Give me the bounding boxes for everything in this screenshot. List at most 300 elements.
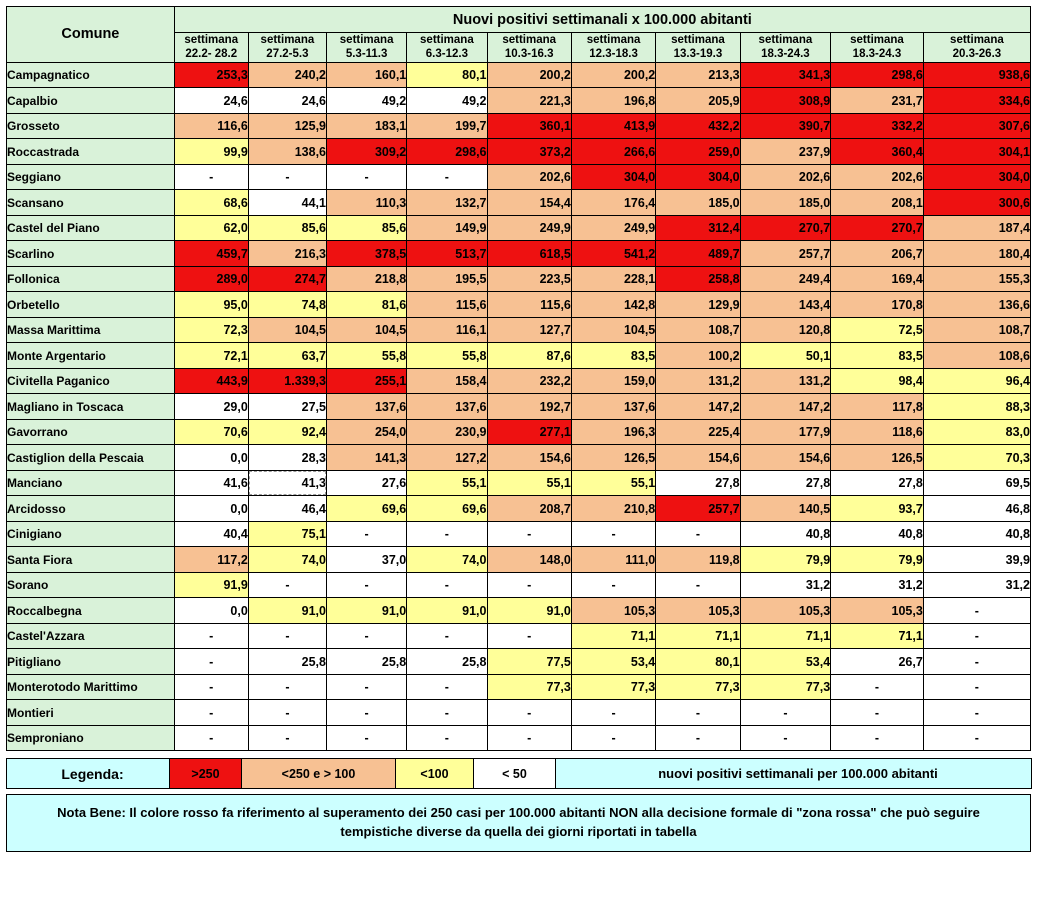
cell-value: 390,7	[740, 113, 831, 139]
header-week-0-line2: 22.2- 28.2	[185, 48, 238, 61]
cell-value: 119,8	[656, 547, 740, 573]
cell-value: 195,5	[407, 266, 487, 292]
cell-value: 93,7	[831, 496, 924, 522]
cell-value: 63,7	[248, 343, 326, 369]
cell-value: 132,7	[407, 190, 487, 216]
cell-value: 55,8	[407, 343, 487, 369]
legend-table	[6, 758, 1032, 789]
cell-value: 218,8	[327, 266, 407, 292]
table-row	[7, 215, 1031, 241]
row-comune-name: Massa Marittima	[7, 317, 175, 343]
cell-value: -	[174, 674, 248, 700]
cell-value: 108,6	[923, 343, 1030, 369]
cell-value: 136,6	[923, 292, 1030, 318]
cell-value: 83,0	[923, 419, 1030, 445]
cell-value: 71,1	[656, 623, 740, 649]
table-row	[7, 572, 1031, 598]
cell-value: 40,8	[923, 521, 1030, 547]
cell-value: 74,0	[248, 547, 326, 573]
cell-value: 77,3	[487, 674, 571, 700]
row-comune-name: Cinigiano	[7, 521, 175, 547]
cell-value: 77,3	[740, 674, 831, 700]
cell-value: 85,6	[248, 215, 326, 241]
header-week-1-line2: 27.2-5.3	[266, 48, 309, 61]
table-row	[7, 725, 1031, 751]
cell-value: -	[407, 164, 487, 190]
row-comune-name: Magliano in Toscaca	[7, 394, 175, 420]
cell-value: 199,7	[407, 113, 487, 139]
cell-value: 228,1	[571, 266, 655, 292]
cell-value: 87,6	[487, 343, 571, 369]
header-week-2-line1: settimana	[339, 34, 394, 46]
cell-value: 27,8	[831, 470, 924, 496]
cell-value: 254,0	[327, 419, 407, 445]
cell-value: -	[248, 572, 326, 598]
cell-value: 55,8	[327, 343, 407, 369]
cell-value: 137,6	[407, 394, 487, 420]
cell-value: 117,8	[831, 394, 924, 420]
cell-value: 25,8	[327, 649, 407, 675]
cell-value: -	[571, 572, 655, 598]
cell-value: 131,2	[656, 368, 740, 394]
cell-value: 154,6	[487, 445, 571, 471]
cell-value: -	[831, 674, 924, 700]
row-comune-name: Castel'Azzara	[7, 623, 175, 649]
row-comune-name: Santa Fiora	[7, 547, 175, 573]
cell-value: -	[923, 725, 1030, 751]
cell-value: 117,2	[174, 547, 248, 573]
cell-value: 69,5	[923, 470, 1030, 496]
row-comune-name: Seggiano	[7, 164, 175, 190]
cell-value: 237,9	[740, 139, 831, 165]
cell-value: -	[407, 674, 487, 700]
cell-value: 541,2	[571, 241, 655, 267]
cell-value: 230,9	[407, 419, 487, 445]
table-row	[7, 470, 1031, 496]
table-row	[7, 394, 1031, 420]
cell-value: 29,0	[174, 394, 248, 420]
cell-value: 91,0	[327, 598, 407, 624]
cell-value: 142,8	[571, 292, 655, 318]
cell-value: 143,4	[740, 292, 831, 318]
cell-value: -	[923, 674, 1030, 700]
cell-value: 40,8	[740, 521, 831, 547]
header-week-2	[327, 33, 407, 63]
cell-value: 53,4	[571, 649, 655, 675]
cell-value: 213,3	[656, 62, 740, 88]
cell-value: 27,5	[248, 394, 326, 420]
cell-value: -	[656, 572, 740, 598]
header-week-5-line1: settimana	[586, 34, 641, 46]
header-week-8-line2: 18.3-24.3	[852, 48, 902, 61]
row-comune-name: Castel del Piano	[7, 215, 175, 241]
cell-value: 49,2	[407, 88, 487, 114]
cell-value: -	[174, 623, 248, 649]
cell-value: 334,6	[923, 88, 1030, 114]
cell-value: 25,8	[248, 649, 326, 675]
cell-value: 208,1	[831, 190, 924, 216]
cell-value: 126,5	[571, 445, 655, 471]
cell-value: 72,5	[831, 317, 924, 343]
cell-value: 202,6	[831, 164, 924, 190]
table-row	[7, 292, 1031, 318]
table-row	[7, 623, 1031, 649]
cell-value: 216,3	[248, 241, 326, 267]
cell-value: 196,8	[571, 88, 655, 114]
cell-value: -	[923, 598, 1030, 624]
cell-value: 413,9	[571, 113, 655, 139]
header-week-3-line2: 6.3-12.3	[425, 48, 468, 61]
cell-value: 148,0	[487, 547, 571, 573]
cell-value: -	[407, 700, 487, 726]
cell-value: 53,4	[740, 649, 831, 675]
header-week-9-line1: settimana	[950, 34, 1004, 46]
cell-value: -	[248, 623, 326, 649]
cell-value: 41,3	[248, 470, 326, 496]
cell-value: -	[407, 623, 487, 649]
cell-value: 105,3	[740, 598, 831, 624]
table-row	[7, 598, 1031, 624]
cell-value: 70,6	[174, 419, 248, 445]
cell-value: 68,6	[174, 190, 248, 216]
row-comune-name: Follonica	[7, 266, 175, 292]
header-comune: Comune	[7, 7, 175, 63]
cell-value: 62,0	[174, 215, 248, 241]
cell-value: 270,7	[740, 215, 831, 241]
cell-value: 249,9	[487, 215, 571, 241]
cell-value: 225,4	[656, 419, 740, 445]
header-week-4-line1: settimana	[502, 34, 557, 46]
cell-value: 39,9	[923, 547, 1030, 573]
table-row	[7, 164, 1031, 190]
cell-value: 31,2	[923, 572, 1030, 598]
cell-value: 28,3	[248, 445, 326, 471]
cell-value: 72,3	[174, 317, 248, 343]
header-main-title: Nuovi positivi settimanali x 100.000 abitanti	[174, 7, 1030, 33]
cell-value: -	[656, 700, 740, 726]
cell-value: 223,5	[487, 266, 571, 292]
table-row	[7, 674, 1031, 700]
cell-value: 41,6	[174, 470, 248, 496]
cell-value: 257,7	[740, 241, 831, 267]
header-week-8	[831, 33, 924, 63]
cell-value: 140,5	[740, 496, 831, 522]
cell-value: 37,0	[327, 547, 407, 573]
cell-value: 50,1	[740, 343, 831, 369]
cell-value: -	[656, 521, 740, 547]
cell-value: 154,6	[656, 445, 740, 471]
cell-value: 91,0	[407, 598, 487, 624]
header-week-5-line2: 12.3-18.3	[589, 48, 638, 61]
cell-value: -	[571, 521, 655, 547]
cell-value: 378,5	[327, 241, 407, 267]
cell-value: 0,0	[174, 598, 248, 624]
cell-value: 49,2	[327, 88, 407, 114]
row-comune-name: Roccastrada	[7, 139, 175, 165]
row-comune-name: Montieri	[7, 700, 175, 726]
cell-value: 69,6	[327, 496, 407, 522]
cell-value: -	[407, 521, 487, 547]
cell-value: 127,2	[407, 445, 487, 471]
cell-value: -	[327, 725, 407, 751]
row-comune-name: Monterotodo Marittimo	[7, 674, 175, 700]
cell-value: 81,6	[327, 292, 407, 318]
cell-value: 183,1	[327, 113, 407, 139]
cell-value: 149,9	[407, 215, 487, 241]
cell-value: 176,4	[571, 190, 655, 216]
cell-value: -	[923, 700, 1030, 726]
note-bene: Nota Bene: Il colore rosso fa riferimento al superamento dei 250 casi per 100.000 abitanti NON alla decisione formale di "zona rossa" che può seguire tempistiche diverse da quella dei giorni riportati in tabella	[6, 794, 1031, 852]
cell-value: 459,7	[174, 241, 248, 267]
cell-value: 75,1	[248, 521, 326, 547]
cell-value: 180,4	[923, 241, 1030, 267]
cell-value: 147,2	[656, 394, 740, 420]
cell-value: 277,1	[487, 419, 571, 445]
cell-value: 91,0	[487, 598, 571, 624]
cell-value: 99,9	[174, 139, 248, 165]
cell-value: 100,2	[656, 343, 740, 369]
table-row	[7, 317, 1031, 343]
cell-value: 192,7	[487, 394, 571, 420]
cell-value: 80,1	[656, 649, 740, 675]
header-week-6	[656, 33, 740, 63]
cell-value: -	[248, 674, 326, 700]
cell-value: 83,5	[571, 343, 655, 369]
cell-value: 304,0	[656, 164, 740, 190]
cell-value: 25,8	[407, 649, 487, 675]
cell-value: 938,6	[923, 62, 1030, 88]
row-comune-name: Pitigliano	[7, 649, 175, 675]
cell-value: 79,9	[831, 547, 924, 573]
cell-value: 24,6	[248, 88, 326, 114]
header-week-7	[740, 33, 831, 63]
cell-value: -	[487, 623, 571, 649]
row-comune-name: Semproniano	[7, 725, 175, 751]
cell-value: -	[923, 649, 1030, 675]
row-comune-name: Arcidosso	[7, 496, 175, 522]
cell-value: 131,2	[740, 368, 831, 394]
row-comune-name: Manciano	[7, 470, 175, 496]
header-week-6-line2: 13.3-19.3	[673, 48, 723, 61]
cell-value: 71,1	[571, 623, 655, 649]
cell-value: 70,3	[923, 445, 1030, 471]
cell-value: 154,6	[740, 445, 831, 471]
cell-value: 110,3	[327, 190, 407, 216]
table-row	[7, 62, 1031, 88]
cell-value: 115,6	[407, 292, 487, 318]
cell-value: -	[327, 521, 407, 547]
cell-value: 309,2	[327, 139, 407, 165]
legend-description: nuovi positivi settimanali per 100.000 abitanti	[556, 759, 1032, 789]
cell-value: 360,4	[831, 139, 924, 165]
cell-value: 432,2	[656, 113, 740, 139]
cell-value: 88,3	[923, 394, 1030, 420]
cell-value: 489,7	[656, 241, 740, 267]
table-row	[7, 368, 1031, 394]
cell-value: 274,7	[248, 266, 326, 292]
cell-value: 80,1	[407, 62, 487, 88]
cell-value: -	[174, 725, 248, 751]
cell-value: 79,9	[740, 547, 831, 573]
header-week-1-line1: settimana	[260, 34, 315, 46]
cell-value: 249,4	[740, 266, 831, 292]
legend-swatch-under-50: < 50	[474, 759, 556, 789]
cell-value: 83,5	[831, 343, 924, 369]
table-row	[7, 139, 1031, 165]
cell-value: 266,6	[571, 139, 655, 165]
cell-value: 104,5	[248, 317, 326, 343]
cell-value: 77,5	[487, 649, 571, 675]
cell-value: 27,8	[656, 470, 740, 496]
cell-value: -	[656, 725, 740, 751]
cell-value: 126,5	[831, 445, 924, 471]
row-comune-name: Scansano	[7, 190, 175, 216]
cell-value: 259,0	[656, 139, 740, 165]
cell-value: 27,8	[740, 470, 831, 496]
cell-value: 308,9	[740, 88, 831, 114]
cell-value: 232,2	[487, 368, 571, 394]
cell-value: 120,8	[740, 317, 831, 343]
cell-value: 312,4	[656, 215, 740, 241]
header-title-row	[7, 7, 1031, 33]
cell-value: -	[571, 725, 655, 751]
row-comune-name: Gavorrano	[7, 419, 175, 445]
cell-value: -	[327, 674, 407, 700]
row-comune-name: Civitella Paganico	[7, 368, 175, 394]
row-comune-name: Capalbio	[7, 88, 175, 114]
cell-value: 187,4	[923, 215, 1030, 241]
cell-value: 104,5	[327, 317, 407, 343]
cell-value: 221,3	[487, 88, 571, 114]
cell-value: 69,6	[407, 496, 487, 522]
cell-value: -	[327, 623, 407, 649]
cell-value: -	[407, 572, 487, 598]
legend-label: Legenda:	[7, 759, 170, 789]
cell-value: 158,4	[407, 368, 487, 394]
cell-value: 298,6	[407, 139, 487, 165]
cell-value: 169,4	[831, 266, 924, 292]
cell-value: -	[327, 700, 407, 726]
cell-value: 513,7	[407, 241, 487, 267]
cell-value: 249,9	[571, 215, 655, 241]
table-row	[7, 266, 1031, 292]
cell-value: -	[174, 700, 248, 726]
cell-value: 373,2	[487, 139, 571, 165]
header-week-5	[571, 33, 655, 63]
cell-value: 26,7	[831, 649, 924, 675]
row-comune-name: Roccalbegna	[7, 598, 175, 624]
cell-value: 618,5	[487, 241, 571, 267]
cell-value: 116,1	[407, 317, 487, 343]
cell-value: 111,0	[571, 547, 655, 573]
table-row	[7, 113, 1031, 139]
table-row	[7, 521, 1031, 547]
cell-value: -	[740, 700, 831, 726]
cell-value: 31,2	[831, 572, 924, 598]
cell-value: 116,6	[174, 113, 248, 139]
cell-value: 304,0	[571, 164, 655, 190]
table-row	[7, 343, 1031, 369]
cell-value: 154,4	[487, 190, 571, 216]
cell-value: 341,3	[740, 62, 831, 88]
header-week-1	[248, 33, 326, 63]
cell-value: 55,1	[487, 470, 571, 496]
cell-value: 304,1	[923, 139, 1030, 165]
table-row	[7, 88, 1031, 114]
legend-swatch-over-250: >250	[170, 759, 242, 789]
cell-value: 71,1	[831, 623, 924, 649]
cell-value: 177,9	[740, 419, 831, 445]
cell-value: -	[327, 164, 407, 190]
row-comune-name: Castiglion della Pescaia	[7, 445, 175, 471]
cell-value: 74,8	[248, 292, 326, 318]
cell-value: 108,7	[923, 317, 1030, 343]
cell-value: 155,3	[923, 266, 1030, 292]
cell-value: 105,3	[831, 598, 924, 624]
cell-value: 24,6	[174, 88, 248, 114]
table-row	[7, 496, 1031, 522]
cell-value: 270,7	[831, 215, 924, 241]
cell-value: 200,2	[571, 62, 655, 88]
legend-swatch-under-100: <100	[396, 759, 474, 789]
cell-value: 104,5	[571, 317, 655, 343]
cell-value: 95,0	[174, 292, 248, 318]
cell-value: 0,0	[174, 496, 248, 522]
cell-value: -	[923, 623, 1030, 649]
cell-value: 332,2	[831, 113, 924, 139]
cell-value: 72,1	[174, 343, 248, 369]
cell-value: 1.339,3	[248, 368, 326, 394]
header-week-4-line2: 10.3-16.3	[504, 48, 554, 61]
cell-value: 289,0	[174, 266, 248, 292]
cell-value: 77,3	[656, 674, 740, 700]
cell-value: 118,6	[831, 419, 924, 445]
cell-value: -	[740, 725, 831, 751]
cell-value: 160,1	[327, 62, 407, 88]
cell-value: 141,3	[327, 445, 407, 471]
cell-value: 196,3	[571, 419, 655, 445]
table-row	[7, 419, 1031, 445]
header-week-9-line2: 20.3-26.3	[952, 48, 1002, 61]
cell-value: 147,2	[740, 394, 831, 420]
cell-value: 46,4	[248, 496, 326, 522]
cell-value: 255,1	[327, 368, 407, 394]
cell-value: 40,8	[831, 521, 924, 547]
row-comune-name: Sorano	[7, 572, 175, 598]
cell-value: 55,1	[571, 470, 655, 496]
cell-value: -	[831, 700, 924, 726]
cell-value: 257,7	[656, 496, 740, 522]
cell-value: 202,6	[740, 164, 831, 190]
cell-value: 44,1	[248, 190, 326, 216]
cell-value: 55,1	[407, 470, 487, 496]
cell-value: 115,6	[487, 292, 571, 318]
cell-value: -	[487, 700, 571, 726]
cell-value: -	[248, 725, 326, 751]
cell-value: 46,8	[923, 496, 1030, 522]
cell-value: 205,9	[656, 88, 740, 114]
cell-value: 40,4	[174, 521, 248, 547]
cell-value: 258,8	[656, 266, 740, 292]
cell-value: -	[487, 572, 571, 598]
cell-value: 307,6	[923, 113, 1030, 139]
cell-value: 210,8	[571, 496, 655, 522]
cell-value: -	[487, 521, 571, 547]
table-row	[7, 241, 1031, 267]
table-row	[7, 649, 1031, 675]
row-comune-name: Scarlino	[7, 241, 175, 267]
cell-value: 108,7	[656, 317, 740, 343]
